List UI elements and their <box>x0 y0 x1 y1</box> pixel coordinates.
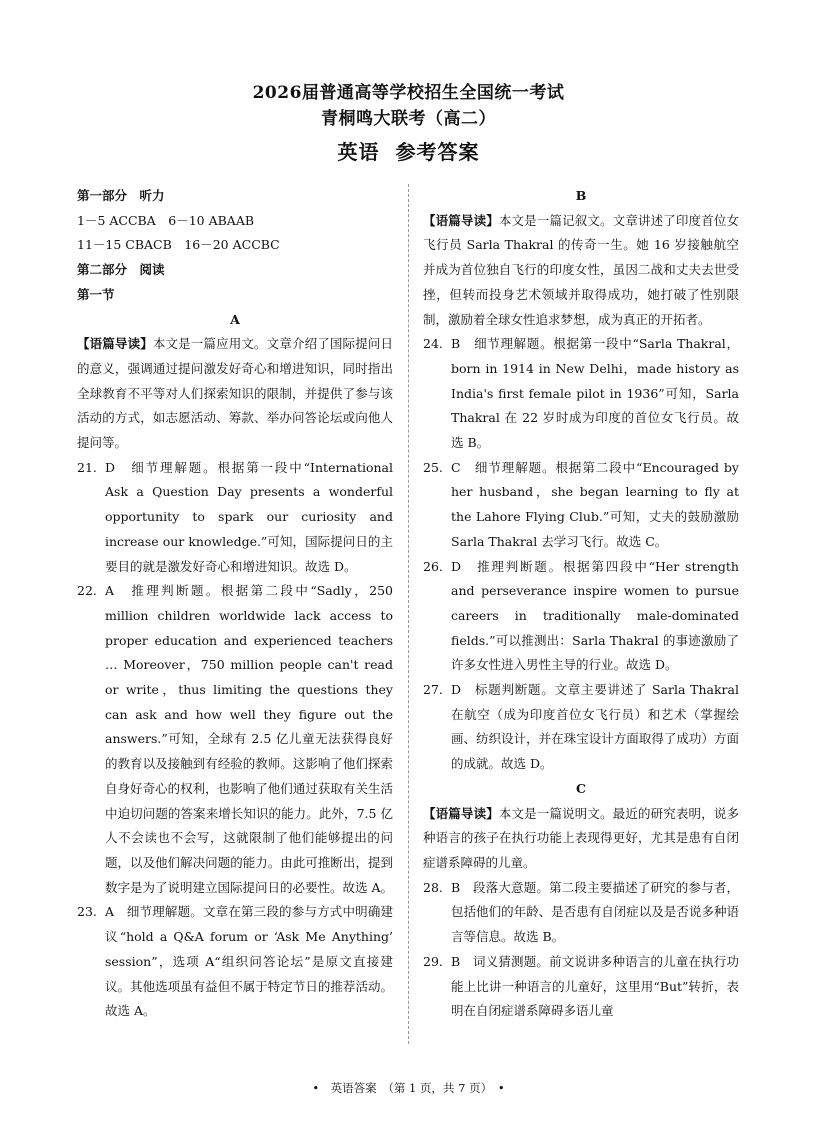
passage-b-intro <box>423 209 739 333</box>
question-number: 25. <box>423 459 443 475</box>
part2-title: 第二部分 阅读 <box>77 262 165 278</box>
question-explanation: A 细节理解题。文章在第三段的参与方式中明确建议“hold a Q&A forum or ‘Ask Me Anything’ session”，选项 A“组织问答论坛”是原文直接建议。其他选项虽有益但不属于特定节日的推荐活动。故选 A。 <box>105 904 393 1019</box>
column-divider <box>408 184 409 1044</box>
question-number: 27. <box>423 682 443 698</box>
question-number: 26. <box>423 558 443 574</box>
question-29 <box>423 950 739 1024</box>
question-26 <box>423 555 739 679</box>
question-explanation: D 标题判断题。文章主要讲述了 Sarla Thakral 在航空（成为印度首位女飞行员）和艺术（掌握绘画、纺织设计，并在珠宝设计方面取得了成功）方面的成就。故选 D。 <box>451 682 739 772</box>
exam-title: 2026届普通高等学校招生全国统一考试 <box>252 83 565 103</box>
question-explanation: D 推理判断题。根据第四段中“Her strength and perseverance inspire women to pursue careers in traditionally male-dominated fields.”可以推测出：Sarla Thakral 的事迹激励了许多女性进入男性主导的行业。故选 D。 <box>451 558 739 673</box>
intro-text: 本文是一篇说明文。最近的研究表明，说多种语言的孩子在执行功能上表现得更好，尤其是患有自闭症谱系障碍的儿童。 <box>423 805 739 870</box>
passage-c-intro <box>423 802 739 876</box>
question-number: 22. <box>77 583 97 599</box>
question-number: 23. <box>77 904 97 920</box>
right-column <box>423 184 739 1024</box>
question-explanation: B 细节理解题。根据第一段中“Sarla Thakral，born in 1914 in New Delhi，made history as India's first female pilot in 1936”可知，Sarla Thakral 在 22 岁时成为印度的首位女飞行员。故选 B。 <box>451 336 739 451</box>
intro-text: 本文是一篇记叙文。文章讲述了印度首位女飞行员 Sarla Thakral 的传奇一生。她 16 岁接触航空并成为首位独自飞行的印度女性，虽因二战和丈夫去世受挫，但转而投身艺术领域并取得成功，她打破了性别限制，激励着全球女性追求梦想，成为真正的开拓者。 <box>423 212 739 327</box>
question-explanation: B 段落大意题。第二段主要描述了研究的参与者，包括他们的年龄、是否患有自闭症以及是否说多种语言等信息。故选 B。 <box>451 879 739 945</box>
question-22 <box>77 579 393 900</box>
page-footer: • 英语答案 （第 1 页，共 7 页） • <box>312 1081 505 1095</box>
question-28 <box>423 876 739 950</box>
passage-a-letter: A <box>230 311 240 327</box>
intro-text: 本文是一篇应用文。文章介绍了国际提问日的意义，强调通过提问激发好奇心和增进知识，同时指出全球教育不平等对人们探索知识的限制，并提供了参与该活动的方式，如志愿活动、筹款、举办问答论坛或向他人提问等。 <box>77 336 393 451</box>
question-number: 28. <box>423 879 443 895</box>
section1-title: 第一节 <box>77 286 115 302</box>
question-explanation: A 推理判断题。根据第二段中“Sadly，250 million children worldwide lack access to proper education and experienced teachers … Moreover，750 million people can't read or write，thus limiting the questions they can ask and how well they figure out the answers.”可知，全球有 2.5 亿儿童无法获得良好的教育以及接触到有经验的教师。这影响了他们探索自身好奇心的权利，也影响了他们通过获取有关生活中迫切问题的答案来增长知识的能力。此外，7.5 亿人不会读也不会写，这就限制了他们能够提出的问题，以及他们解决问题的能力。由此可推断出，提到数字是为了说明建立国际提问日的必要性。故选 A。 <box>105 583 394 895</box>
question-21 <box>77 456 393 580</box>
intro-label: 【语篇导读】 <box>423 805 499 821</box>
question-27 <box>423 678 739 777</box>
subject-label: 英语 <box>337 140 380 164</box>
left-column <box>77 184 393 1024</box>
listening-answers-2: 11－15 CBACB 16－20 ACCBC <box>77 237 280 253</box>
passage-a-intro <box>77 332 393 456</box>
question-number: 21. <box>77 459 97 475</box>
question-25 <box>423 456 739 555</box>
listening-answers-1: 1－5 ACCBA 6－10 ABAAB <box>77 212 255 228</box>
part1-title: 第一部分 听力 <box>77 188 165 203</box>
question-23 <box>77 900 393 1024</box>
question-24 <box>423 332 739 456</box>
passage-c-letter: C <box>576 780 586 796</box>
passage-b-letter: B <box>575 188 587 203</box>
intro-label: 【语篇导读】 <box>423 212 499 228</box>
question-explanation: D 细节理解题。根据第一段中“International Ask a Question Day presents a wonderful opportunity to spark our curiosity and increase our knowledge.”可知，国际提问日的主要目的就是激发好奇心和增进知识。故选 D。 <box>105 459 393 574</box>
question-number: 29. <box>423 953 443 969</box>
exam-subtitle: 青桐鸣大联考（高二） <box>321 109 496 129</box>
doc-type-label: 参考答案 <box>395 140 480 164</box>
question-number: 24. <box>423 336 443 352</box>
question-explanation: C 细节理解题。根据第二段中“Encouraged by her husband，she began learning to fly at the Lahore Flying Club.”可知，丈夫的鼓励激励 Sarla Thakral 去学习飞行。故选 C。 <box>451 459 739 549</box>
intro-label: 【语篇导读】 <box>77 336 153 352</box>
document-heading <box>0 136 817 165</box>
question-explanation: B 词义猜测题。前文说讲多种语言的儿童在执行功能上比讲一种语言的儿童好，这里用“But”转折，表明在自闭症谱系障碍多语儿童 <box>451 953 739 1019</box>
